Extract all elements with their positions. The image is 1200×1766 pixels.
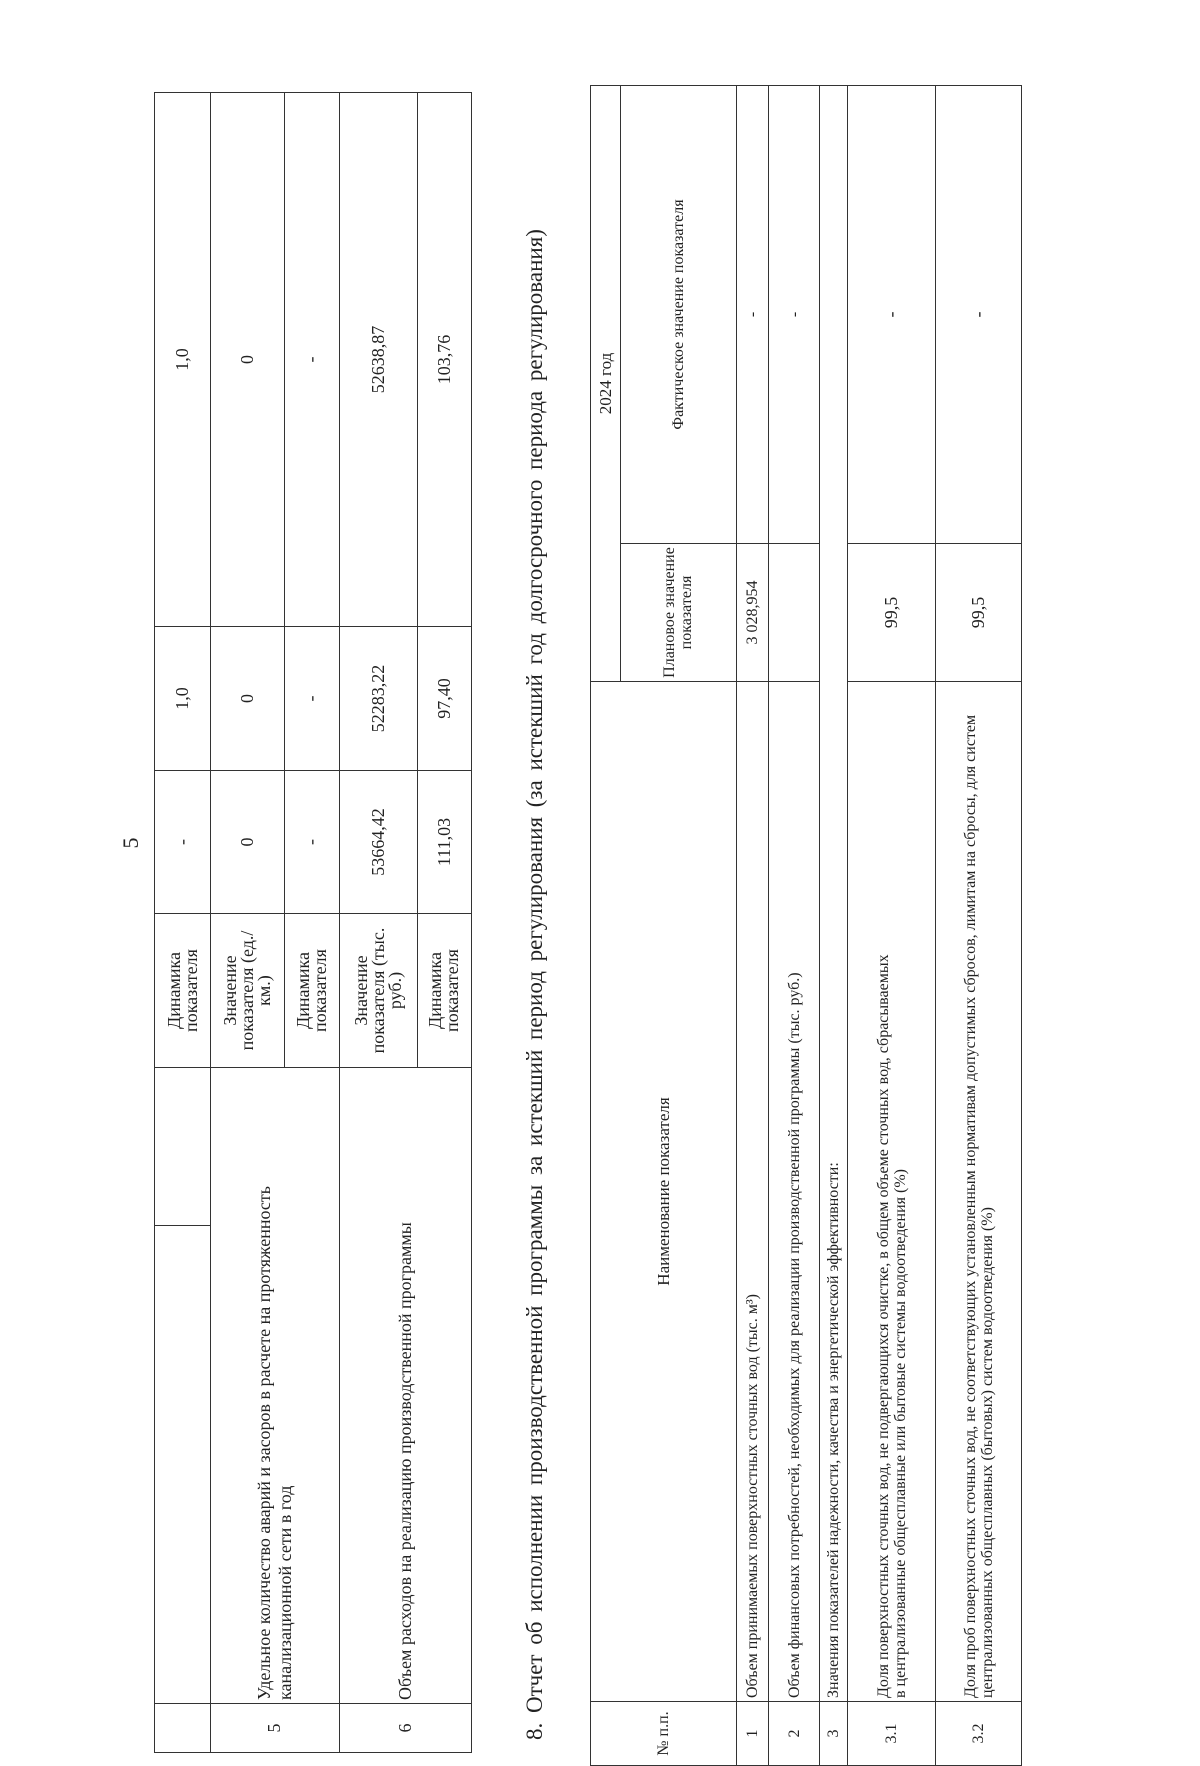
indicator-name-line-1: Доля поверхностных сточных вод, не подвергающихся очистке, в общем объеме сточных вод, сбрасываемых — [874, 954, 892, 1698]
header-name: Наименование показателя — [591, 682, 737, 1702]
value-1: - — [155, 771, 211, 914]
plan-value: 3 028,954 — [736, 544, 768, 682]
fact-value: - — [768, 86, 819, 544]
sub-label: Динамика показателя — [417, 914, 471, 1068]
value-1: 0 — [211, 771, 285, 914]
empty-cell — [155, 1068, 211, 1226]
row-number: 1 — [736, 1702, 768, 1766]
bottom-table — [590, 85, 1022, 1766]
plan-value — [768, 544, 819, 682]
row-number: 3 — [820, 1702, 848, 1766]
fact-value: - — [936, 86, 1022, 544]
bottom-table-wrapper — [590, 85, 1022, 1766]
top-table — [154, 92, 472, 1753]
sub-label: Динамика показателя — [155, 914, 211, 1068]
value-2: - — [285, 627, 339, 771]
sub-label: Значение показателя (тыс. руб.) — [339, 914, 417, 1068]
value-2: 97,40 — [417, 627, 471, 771]
sub-label: Динамика показателя — [285, 914, 339, 1068]
value-3: - — [285, 93, 339, 627]
value-2: 52283,22 — [339, 627, 417, 771]
value-3: 1,0 — [155, 93, 211, 627]
page-number: 5 — [118, 837, 143, 849]
value-2: 0 — [211, 627, 285, 771]
value-3: 0 — [211, 93, 285, 627]
value-1: 111,03 — [417, 771, 471, 914]
indicator-name: Объем расходов на реализацию производственной программы — [339, 1068, 471, 1704]
indicator-name: Объем принимаемых поверхностных сточных вод (тыс. м³) — [736, 682, 768, 1702]
section-heading: 8. Отчет об исполнении производственной программы за истекший период регулирования (за истекший год долгосрочного периода регулирования) — [522, 229, 547, 1740]
indicator-name: Объем финансовых потребностей, необходимых для реализации производственной программы (тыс. руб.) — [768, 682, 819, 1702]
value-3: 103,76 — [417, 93, 471, 627]
header-fact: Фактическое значение показателя — [621, 86, 737, 544]
row-number — [155, 1704, 211, 1753]
header-plan: Плановое значение показателя — [621, 544, 737, 682]
table-row — [768, 86, 819, 1766]
indicator-name — [848, 682, 936, 1702]
row-number: 3.2 — [936, 1702, 1022, 1766]
header-year: 2024 год — [591, 86, 621, 682]
top-table-wrapper — [154, 92, 472, 1753]
value-1: 53664,42 — [339, 771, 417, 914]
indicator-name: Удельное количество аварий и засоров в расчете на протяженность канализационной сети в год — [211, 1068, 339, 1704]
value-3: 52638,87 — [339, 93, 417, 627]
table-row — [339, 93, 417, 1753]
table-row — [848, 86, 936, 1766]
table-row — [820, 86, 848, 1766]
table-row — [736, 86, 768, 1766]
indicator-name: Доля проб поверхностных сточных вод, не соответствующих установленным нормативам допустимых сбросов, лимитам на сбросы, для систем централизованных общесплавных (бытовых) систем водоотведения (%) — [936, 682, 1022, 1702]
row-number: 6 — [339, 1704, 471, 1753]
sub-label: Значение показателя (ед./км.) — [211, 914, 285, 1068]
table-row — [936, 86, 1022, 1766]
fact-value: - — [736, 86, 768, 544]
table-row — [211, 93, 285, 1753]
row-number: 5 — [211, 1704, 339, 1753]
plan-value: 99,5 — [848, 544, 936, 682]
value-1: - — [285, 771, 339, 914]
indicator-name-line-2: в централизованные общесплавные или бытовые системы водоотведения (%) — [891, 1169, 909, 1698]
indicator-name — [155, 1226, 211, 1704]
table-row — [591, 86, 621, 1766]
header-no: № п.п. — [591, 1702, 737, 1766]
plan-value: 99,5 — [936, 544, 1022, 682]
indicator-name: Значения показателей надежности, качества и энергетической эффективности: — [820, 86, 848, 1702]
fact-value: - — [848, 86, 936, 544]
row-number: 2 — [768, 1702, 819, 1766]
row-number: 3.1 — [848, 1702, 936, 1766]
value-2: 1,0 — [155, 627, 211, 771]
table-row — [155, 93, 211, 1753]
